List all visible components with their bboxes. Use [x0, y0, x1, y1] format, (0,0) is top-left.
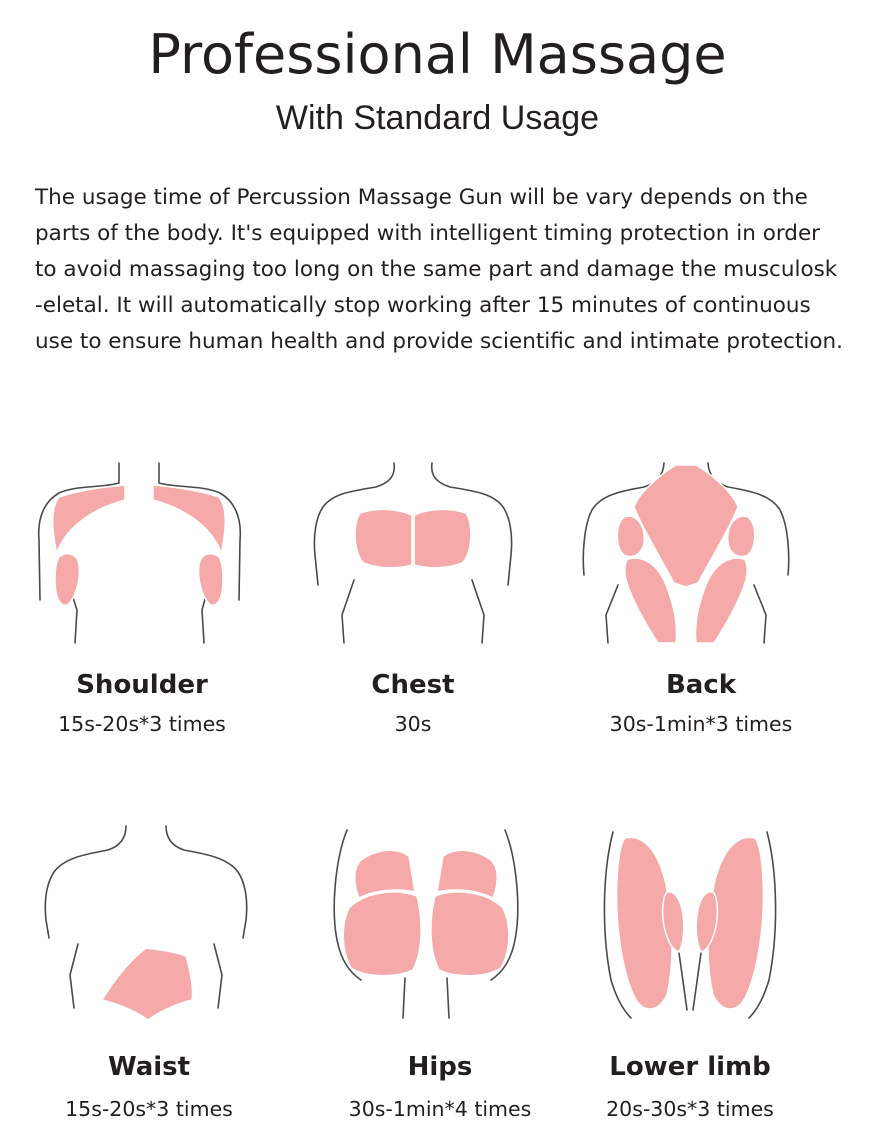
page-subtitle: With Standard Usage: [275, 99, 600, 137]
hips-diagram: [305, 820, 575, 1020]
card-shoulder: [7, 455, 277, 745]
description-line: parts of the body. It's equipped with intelligent timing protection in order: [35, 221, 821, 246]
lower-limb-diagram: [555, 820, 825, 1020]
card-hips: [305, 820, 575, 1120]
card-back: [566, 455, 836, 745]
description-line: use to ensure human health and provide scientific and intimate protection.: [35, 329, 844, 354]
usage-description: [35, 180, 865, 360]
description-line: -eletal. It will automatically stop working after 15 minutes of continuous: [35, 293, 811, 318]
chest-diagram: [278, 455, 548, 645]
usage-time: 30s-1min*3 times: [609, 712, 793, 736]
body-part-label: Lower limb: [609, 1052, 771, 1082]
usage-time: 30s: [394, 712, 432, 736]
usage-time: 15s-20s*3 times: [65, 1097, 233, 1121]
page-title: Professional Massage: [148, 23, 727, 86]
back-diagram: [566, 455, 836, 645]
body-part-label: Hips: [407, 1052, 473, 1082]
body-part-label: Back: [665, 670, 737, 700]
body-part-label: Chest: [371, 670, 455, 700]
body-part-label: Waist: [107, 1052, 191, 1082]
shoulder-diagram: [7, 455, 277, 645]
card-chest: [278, 455, 548, 745]
usage-time: 20s-30s*3 times: [606, 1097, 774, 1121]
usage-time: 15s-20s*3 times: [58, 712, 226, 736]
waist-diagram: [14, 820, 284, 1020]
card-waist: [14, 820, 284, 1120]
description-line: to avoid massaging too long on the same part and damage the musculosk: [35, 257, 838, 282]
description-line: The usage time of Percussion Massage Gun will be vary depends on the: [35, 185, 808, 210]
card-lower-limb: [555, 820, 825, 1120]
usage-time: 30s-1min*4 times: [348, 1097, 532, 1121]
body-part-label: Shoulder: [76, 670, 208, 700]
